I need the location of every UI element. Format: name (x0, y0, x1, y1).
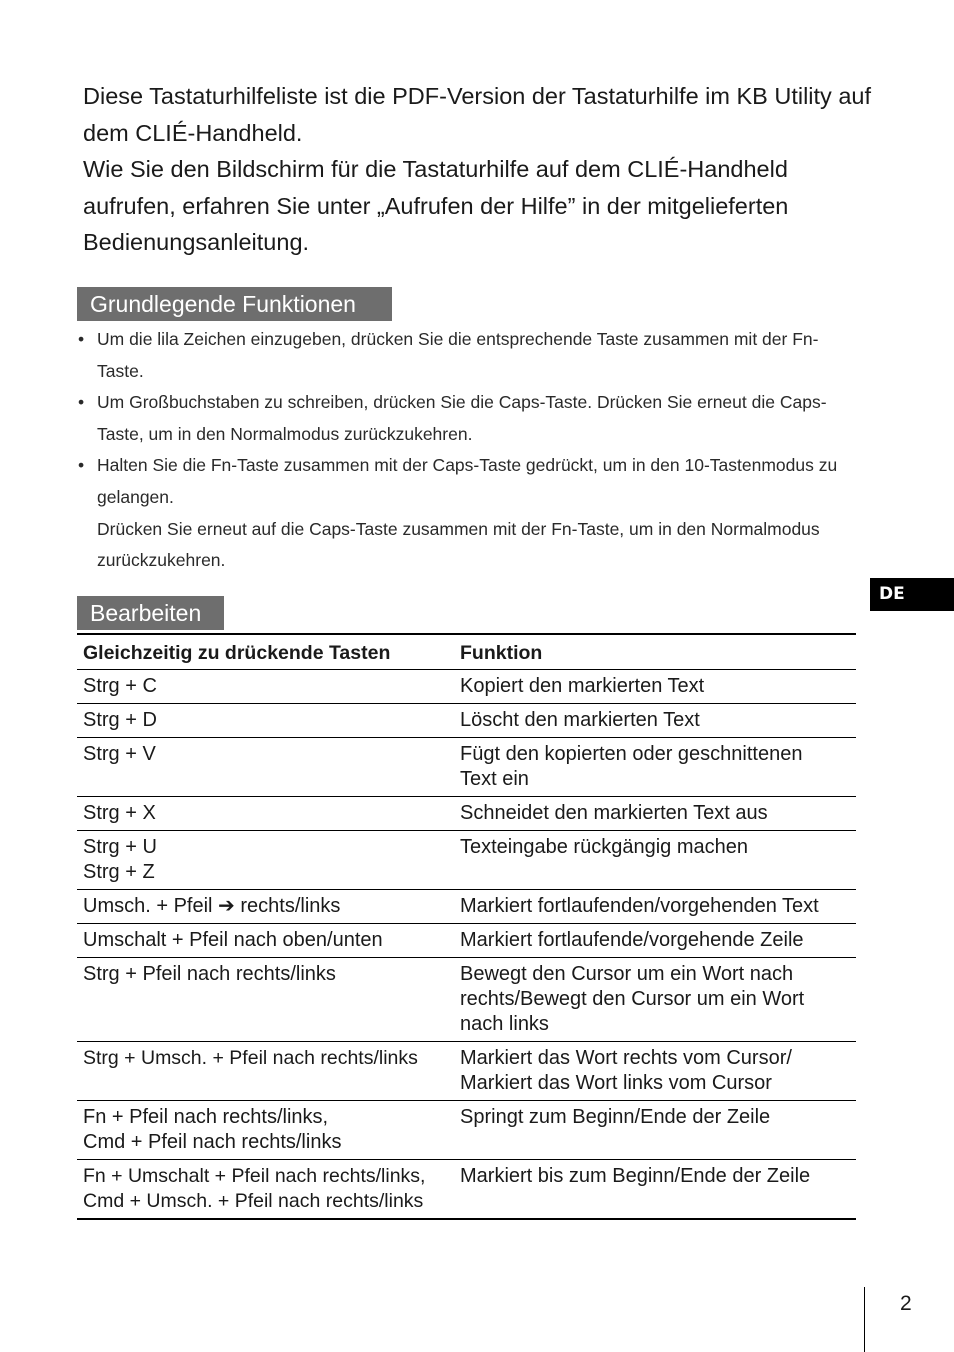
shortcut-keys: Strg + Pfeil nach rechts/links (77, 958, 454, 1042)
shortcut-function: Markiert bis zum Beginn/Ende der Zeile (454, 1160, 856, 1220)
list-item-text: Um Großbuchstaben zu schreiben, drücken Sie die Caps-Taste. Drücken Sie erneut die Caps-Taste, um in den Normalmodus zurückzukehren. (97, 392, 827, 444)
shortcut-keys: Strg + U Strg + Z (77, 831, 454, 890)
shortcut-function: Löscht den markierten Text (454, 704, 856, 738)
section-header-grundlegende-funktionen: Grundlegende Funktionen (77, 287, 392, 321)
bullet-icon: • (78, 455, 85, 476)
shortcut-function: Kopiert den markierten Text (454, 670, 856, 704)
table-row (77, 831, 856, 890)
shortcut-function: Markiert fortlaufenden/vorgehenden Text (454, 890, 856, 924)
shortcut-keys: Fn + Pfeil nach rechts/links, Cmd + Pfeil nach rechts/links (77, 1101, 454, 1160)
shortcut-function: Texteingabe rückgängig machen (454, 831, 856, 890)
table-row (77, 670, 856, 704)
shortcut-keys: Fn + Umschalt + Pfeil nach rechts/links, Cmd + Umsch. + Pfeil nach rechts/links (77, 1160, 454, 1220)
table-row (77, 738, 856, 797)
table-row (77, 1160, 856, 1220)
table-row (77, 704, 856, 738)
table-row (77, 1042, 856, 1101)
bullet-icon: • (78, 329, 85, 349)
shortcut-keys: Umschalt + Pfeil nach oben/unten (77, 924, 454, 958)
list-item (77, 450, 852, 576)
shortcut-function: Springt zum Beginn/Ende der Zeile (454, 1101, 856, 1160)
shortcut-function: Fügt den kopierten oder geschnittenen Text ein (454, 738, 856, 797)
list-item-text: Halten Sie die Fn-Taste zusammen mit der Caps-Taste gedrückt, um in den 10-Tastenmodus zu gelangen. (97, 455, 838, 507)
shortcut-keys: Strg + D (77, 704, 454, 738)
intro-text (83, 78, 873, 261)
page-number-divider (864, 1287, 865, 1352)
basic-functions-list (77, 324, 852, 577)
list-item-subtext: Drücken Sie erneut auf die Caps-Taste zusammen mit der Fn-Taste, um in den Normalmodus zurückzukehren. (97, 518, 820, 571)
intro-paragraph-2: Wie Sie den Bildschirm für die Tastaturhilfe auf dem CLIÉ-Handheld aufrufen, erfahren Sie unter „Aufrufen der Hilfe” in der mitgelieferten Bedienungsanleitung. (83, 156, 789, 255)
shortcut-keys: Strg + V (77, 738, 454, 797)
table-header-row (77, 634, 856, 670)
shortcut-function: Bewegt den Cursor um ein Wort nach rechts/Bewegt den Cursor um ein Wort nach links (454, 958, 856, 1042)
table-row (77, 958, 856, 1042)
table-row (77, 797, 856, 831)
column-header-keys: Gleichzeitig zu drückende Tasten (77, 634, 454, 670)
list-item (77, 387, 852, 450)
shortcut-keys: Umsch. + Pfeil ➔ rechts/links (77, 890, 454, 924)
shortcut-function: Schneidet den markierten Text aus (454, 797, 856, 831)
shortcut-keys: Strg + C (77, 670, 454, 704)
table-row (77, 1101, 856, 1160)
list-item (77, 324, 852, 387)
bullet-icon: • (78, 392, 85, 413)
intro-paragraph-1: Diese Tastaturhilfeliste ist die PDF-Version der Tastaturhilfe im KB Utility auf dem CLIÉ-Handheld. (83, 83, 872, 146)
list-item-text: Um die lila Zeichen einzugeben, drücken Sie die entsprechende Taste zusammen mit der Fn-Taste. (97, 329, 819, 381)
shortcut-keys: Strg + X (77, 797, 454, 831)
shortcut-function: Markiert fortlaufende/vorgehende Zeile (454, 924, 856, 958)
section-header-bearbeiten: Bearbeiten (77, 596, 224, 630)
table-row (77, 924, 856, 958)
shortcut-keys: Strg + Umsch. + Pfeil nach rechts/links (77, 1042, 454, 1101)
shortcut-function: Markiert das Wort rechts vom Cursor/ Markiert das Wort links vom Cursor (454, 1042, 856, 1101)
shortcut-table (77, 633, 856, 1220)
column-header-function: Funktion (454, 634, 856, 670)
language-tab-de: DE (870, 578, 954, 611)
table-row (77, 890, 856, 924)
page-number: 2 (900, 1292, 912, 1315)
